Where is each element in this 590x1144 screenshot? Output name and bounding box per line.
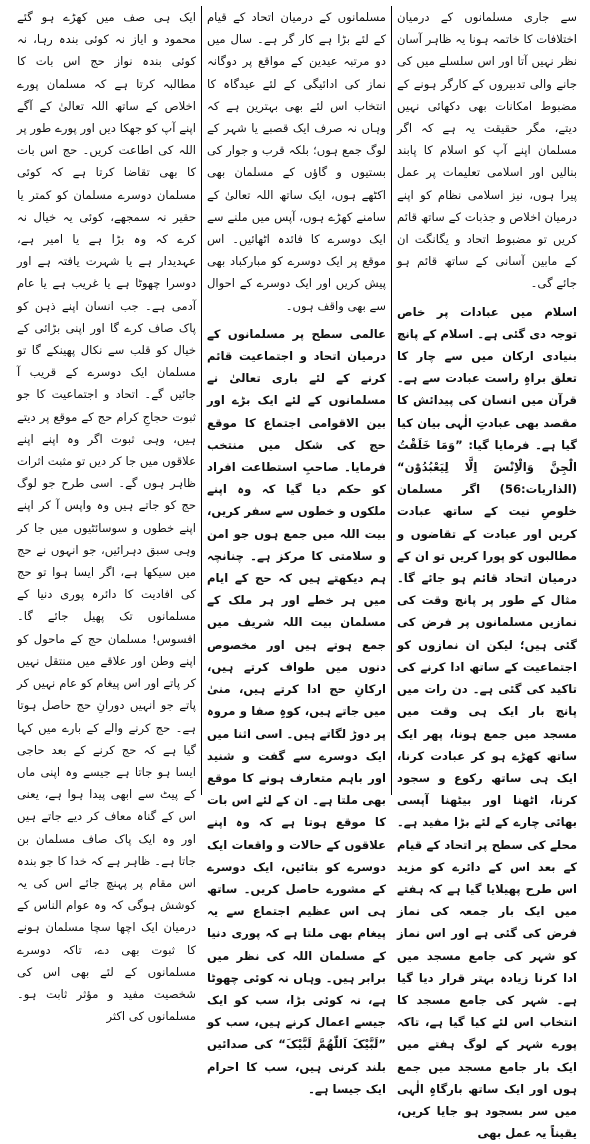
paragraph: ایک ہی صف میں کھڑے ہو گئے محمود و ایاز نہ کوئی بندہ رہا، نہ کوئی بندہ نواز حج اس بات کا مطالبہ کرتا ہے کہ مسلمان پورے اخلاص کے ساتھ اللہ تعالیٰ کے آگے اپنے آپ کو جھکا دیں اور پورے طور پر اللہ کی اطاعت کریں۔ حج اس بات کا بھی تقاضا کرتا ہے کہ کوئی مسلمان دوسرے مسلمان کو کمتر یا حقیر نہ سمجھے، کوئی یہ خیال نہ کرے کہ وہ بڑا ہے یا امیر ہے، عہدیدار ہے یا شہرت یافتہ ہے اور دوسرا چھوٹا ہے یا غریب ہے یا عام آدمی ہے۔ جب انسان اپنے ذہن کو پاک صاف کرے گا اور اپنی بڑائی کے خیال کو قلب سے نکال پھینکے گا تو مسلمان ایک دوسرے کے قریب آ جائیں گے۔ اتحاد و اجتماعیت کا جو ثبوت حجاجِ کرام حج کے موقع پر دیتے ہیں، وہی ثبوت اگر وہ اپنے اپنے علاقوں میں جا کر دیں تو مثبت اثرات ظاہر ہوں گے۔ اسی طرح جو لوگ حج کو جاتے ہیں وہ واپس آ کر اپنے اپنے خطوں و سوسائٹیوں میں جا کر وہی سبق دہرائیں، جو انہوں نے حج میں سیکھا ہے، اگر ایسا ہوا تو حج کی افادیت کا دائرہ پوری دنیا کے مسلمانوں تک پھیل جائے گا۔ افسوس! مسلمان حج کے ماحول کو اپنے وطن اور علاقے میں منتقل نہیں کر پاتے اور اس پیغام کو عام نہیں کر پاتے جو انہیں دورانِ حج حاصل ہوتا ہے۔ حج کرنے والے کے بارے میں کہا گیا ہے کہ حج کرنے کے بعد حاجی ایسا ہو جاتا ہے جیسے وہ اپنی ماں کے پیٹ سے ابھی پیدا ہوا ہے، یعنی اس کے گناہ معاف کر دیے جاتے ہیں اور وہ ایک پاک صاف مسلمان بن جاتا ہے۔ ظاہر ہے کہ خدا کا جو بندہ اس مقام پر پہنچ جائے اس کی یہ کوشش ہوگی کہ وہ عوام الناس کے درمیان ایک اچھا سچا مسلمان ہونے کا ثبوت بھی دے، تاکہ دوسرے مسلمانوں کے لئے بھی اس کی شخصیت مفید و مؤثر ثابت ہو۔ مسلمانوں کی اکثر — [17, 10, 196, 1024]
paragraph: اسلام میں عبادات پر خاص توجہ دی گئی ہے۔ اسلام کے پانچ بنیادی ارکان میں سے چار کا تعلق براہِ راست عبادت سے ہے۔ قرآن میں انسان کی پیدائش کا مقصد بھی عبادتِ الٰہی بیان کیا گیا ہے۔ فرمایا گیا: ”وَمَا خَلَقْتُ الْجِنَّ وَالْاِنْسَ اِلَّا لِیَعْبُدُوْن“ (الذاریات:56) اگر مسلمان خلوصِ نیت کے ساتھ عبادت کریں اور عبادت کے تقاضوں و مطالبوں کو پورا کریں تو ان کے درمیان اتحاد قائم ہو جائے گا۔ مثال کے طور پر پانچ وقت کی نمازیں مسلمانوں پر فرض کی گئی ہیں؛ لیکن ان نمازوں کو اجتماعیت کے ساتھ ادا کرنے کی تاکید کی گئی ہے۔ دن رات میں پانچ بار ایک ہی وقت میں مسجد میں جمع ہونا، پھر ایک ساتھ کھڑے ہو کر عبادت کرنا، ایک ہی ساتھ رکوع و سجود کرنا، اٹھنا اور بیٹھنا آپسی بھائی چارے کے لئے بڑا مفید ہے۔ محلے کی سطح پر اتحاد کے قیام کے بعد اس کے دائرے کو مزید اس طرح پھیلایا گیا ہے کہ ہفتے میں ایک بار جمعہ کی نماز فرض کی گئی ہے اور اس نماز کو شہر کی جامع مسجد میں ادا کرنا زیادہ بہتر قرار دیا گیا ہے۔ شہر کی جامع مسجد کا انتخاب اس لئے کیا گیا ہے، تاکہ پورے شہر کے لوگ ہفتے میں ایک بار جامع مسجد میں جمع ہوں اور ایک ساتھ بارگاہِ الٰہی میں سر بسجود ہو جایا کریں، یقیناً یہ عمل بھی — [397, 304, 577, 1141]
column-right — [392, 6, 582, 1141]
paragraph: مسلمانوں کے درمیان اتحاد کے قیام کے لئے بڑا ہے کار گر ہے۔ سال میں دو مرتبہ عیدین کے مواقع پر دوگانہ نماز کی ادائیگی کے لئے عیدگاہ کا انتخاب اس لئے بھی بہترین ہے کہ وہاں نہ صرف ایک قصبے یا شہر کے لوگ جمع ہوں؛ بلکہ قرب و جوار کی بستیوں و گاؤں کے مسلمان بھی اکٹھے ہوں، ایک ساتھ اللہ تعالیٰ کے سامنے کھڑے ہوں، آپس میں ملنے سے ایک دوسرے کا فائدہ اٹھائیں۔ اس موقع پر ایک دوسرے کو مبارکباد بھی پیش کریں اور ایک دوسرے کے احوال سے بھی واقف ہوں۔ — [207, 10, 386, 313]
column-left — [12, 6, 202, 1024]
paragraph: عالمی سطح پر مسلمانوں کے درمیان اتحاد و اجتماعیت قائم کرنے کے لئے باری تعالیٰ نے مسلمانوں کے لئے ایک بڑے اور بین الاقوامی اجتماع کا موقع حج کی شکل میں منتخب فرمایا۔ صاحبِ استطاعت افراد کو حکم دیا گیا کہ وہ اپنے ملکوں و خطوں سے سفر کریں، بیت اللہ میں جمع ہوں جو امن و سلامتی کا مرکز ہے۔ چنانچہ ہم دیکھتے ہیں کہ حج کے ایام میں ہر خطے اور ہر ملک کے مسلمان بیت اللہ شریف میں جمع ہوتے ہیں اور مخصوص دنوں میں طواف کرتے ہیں، ارکانِ حج ادا کرتے ہیں، منیٰ میں جاتے ہیں، کوہِ صفا و مروہ پر دوڑ لگاتے ہیں۔ اسی اثنا میں ایک دوسرے سے گفت و شنید اور باہم متعارف ہونے کا موقع بھی ملتا ہے۔ ان کے لئے اس بات کا موقع ہوتا ہے کہ وہ اپنے علاقوں کے حالات و واقعات ایک دوسرے کو بتائیں، ایک دوسرے کے مشورے حاصل کریں۔ ساتھ ہی اس عظیم اجتماع سے یہ پیغام بھی ملتا ہے کہ پوری دنیا کے مسلمان اللہ کی نظر میں برابر ہیں۔ وہاں نہ کوئی چھوٹا ہے، نہ کوئی بڑا، سب کو ایک جیسے اعمال کرنے ہیں، سب کو ”لَبَّیْکَ اَللّٰھُمَّ لَبَّیْکَ“ کی صدائیں بلند کرنی ہیں، سب کا احرام ایک جیسا ہے۔ — [207, 326, 386, 1096]
paragraph: سے جاری مسلمانوں کے درمیان اختلافات کا خاتمہ ہونا یہ ظاہر آسان نظر نہیں آتا اور اس سلسلے میں کی جانے والی تدبیروں کے کارگر ہونے کے مضبوط امکانات بھی دکھائی نہیں دیتے، مگر حقیقت یہ ہے کہ اگر مسلمان اپنے آپ کو اسلام کا پابند بنالیں اور اسلامی تعلیمات پر عمل پیرا ہوں، نیز اسلامی نظام کو اپنے درمیان اخلاص و جذبات کے ساتھ قائم کریں تو مضبوط اتحاد و یگانگت ان کے مابین آسانی کے ساتھ قائم ہو جائے گی۔ — [397, 10, 577, 291]
column-middle — [202, 6, 392, 1096]
